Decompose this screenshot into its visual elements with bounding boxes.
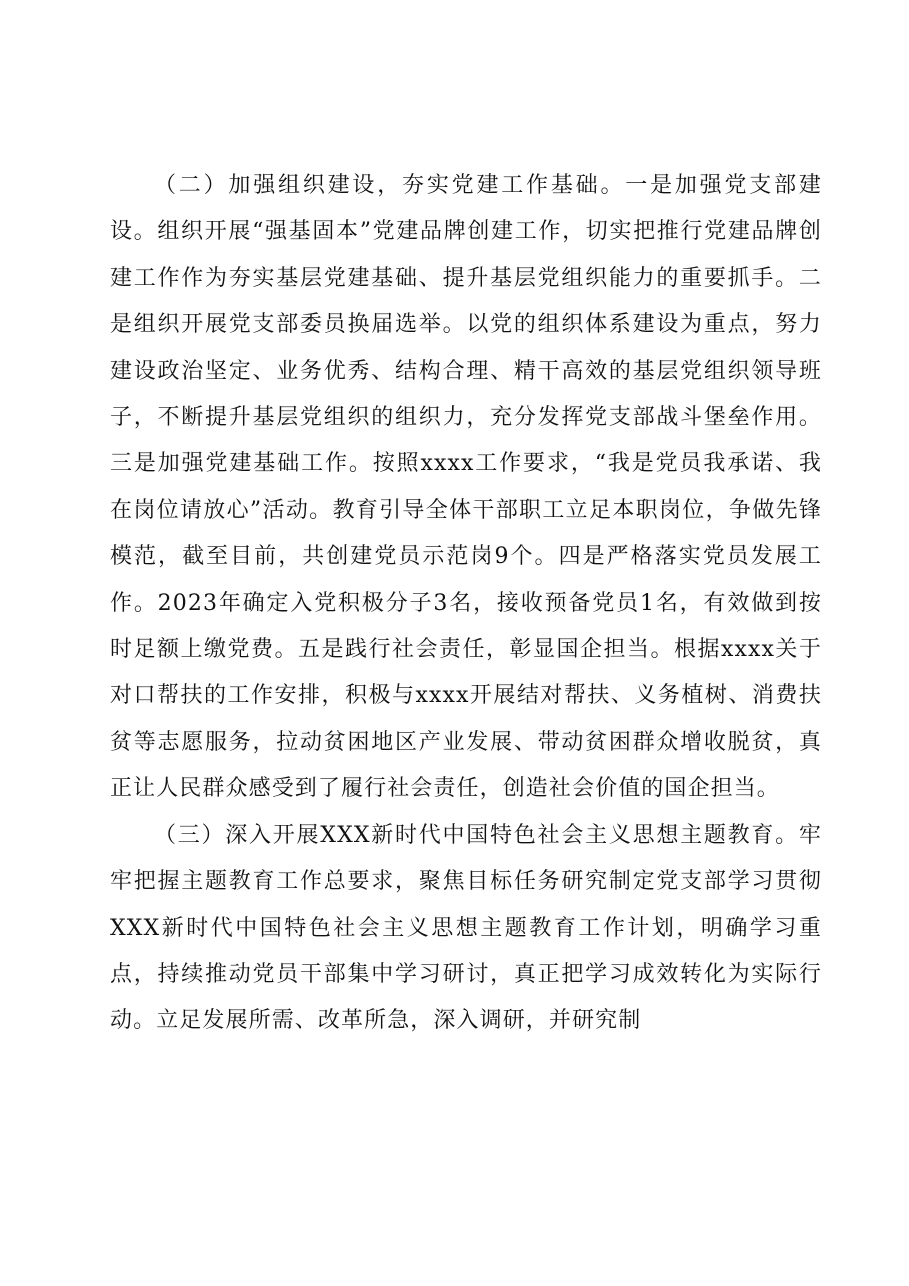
document-body — [110, 163, 822, 1045]
paragraph-organization-building: （二）加强组织建设，夯实党建工作基础。一是加强党支部建设。组织开展“强基固本”党建品牌创建工作，切实把推行党建品牌创建工作作为夯实基层党建基础、提升基层党组织能力的重要抓手。二是组织开展党支部委员换届选举。以党的组织体系建设为重点，努力建设政治坚定、业务优秀、结构合理、精干高效的基层党组织领导班子，不断提升基层党组织的组织力，充分发挥党支部战斗堡垒作用。三是加强党建基础工作。按照xxxx工作要求，“我是党员我承诺、我在岗位请放心”活动。教育引导全体干部职工立足本职岗位，争做先锋模范，截至目前，共创建党员示范岗9个。四是严格落实党员发展工作。2023年确定入党积极分子3名，接收预备党员1名，有效做到按时足额上缴党费。五是践行社会责任，彰显国企担当。根据xxxx关于对口帮扶的工作安排，积极与xxxx开展结对帮扶、义务植树、消费扶贫等志愿服务，拉动贫困地区产业发展、带动贫困群众增收脱贫，真正让人民群众感受到了履行社会责任，创造社会价值的国企担当。 — [110, 173, 822, 802]
paragraph-theme-education: （三）深入开展XXX新时代中国特色社会主义思想主题教育。牢牢把握主题教育工作总要求，聚焦目标任务研究制定党支部学习贯彻XXX新时代中国特色社会主义思想主题教育工作计划，明确学习重点，持续推动党员干部集中学习研讨，真正把学习成效转化为实际行动。立足发展所需、改革所急，深入调研，并研究制 — [110, 822, 822, 1034]
